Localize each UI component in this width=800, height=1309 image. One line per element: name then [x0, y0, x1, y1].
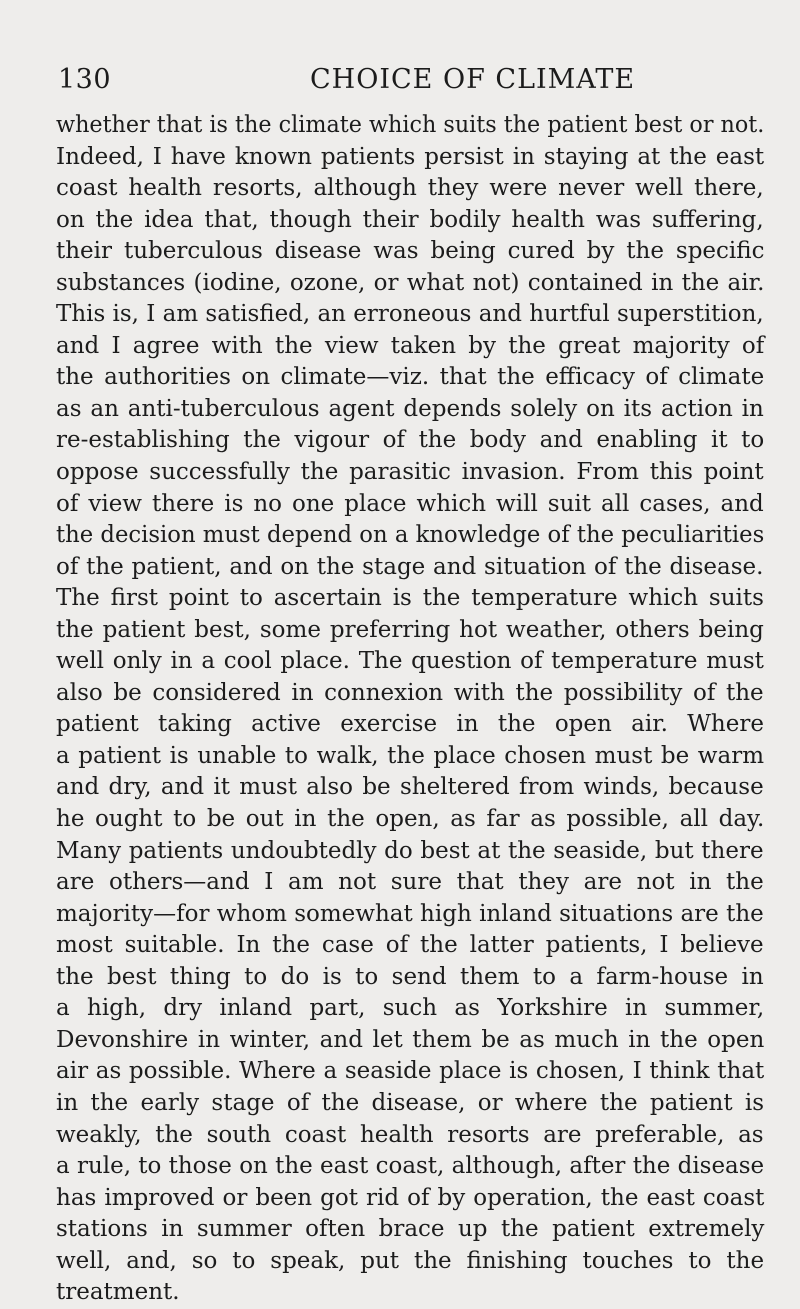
text-line: the authorities on climate—viz. that the efficacy of climate [56, 364, 765, 391]
text-line: Devonshire in winter, and let them be as much in the open [56, 1026, 765, 1053]
text-line: has improved or been got rid of by operation, the east coast [56, 1184, 765, 1211]
text-line: majority—for whom somewhat high inland situations are the [56, 900, 764, 927]
text-line: a patient is unable to walk, the place chosen must be warm [56, 742, 765, 769]
text-line: most suitable. In the case of the latter patients, I believe [56, 932, 764, 959]
body-paragraph [56, 110, 764, 1309]
text-line: whether that is the climate which suits the patient best or not. [56, 112, 765, 138]
text-line: of the patient, and on the stage and situation of the disease. [56, 553, 764, 580]
text-line: Many patients undoubtedly do best at the seaside, but there [56, 837, 764, 864]
text-line: well, and, so to speak, put the finishing touches to the [56, 1247, 765, 1274]
running-title: CHOICE OF CLIMATE [310, 64, 636, 95]
text-line: patient taking active exercise in the open air. Where [56, 711, 764, 738]
text-line: the decision must depend on a knowledge of the peculiarities [56, 522, 765, 549]
text-line: treatment. [56, 1279, 180, 1306]
text-line: well only in a cool place. The question of temperature must [56, 648, 764, 675]
text-line: on the idea that, though their bodily health was suffering, [56, 206, 764, 233]
text-line: stations in summer often brace up the patient extremely [56, 1216, 765, 1243]
text-line: re-establishing the vigour of the body and enabling it to [56, 427, 765, 454]
text-line: The first point to ascertain is the temperature which suits [56, 585, 764, 612]
text-line: the best thing to do is to send them to a farm-house in [56, 963, 764, 990]
text-line: the patient best, some preferring hot weather, others being [56, 616, 764, 643]
text-line: he ought to be out in the open, as far as possible, all day. [56, 806, 765, 833]
text-line: oppose successfully the parasitic invasion. From this point [56, 459, 764, 486]
text-line: air as possible. Where a seaside place is chosen, I think that [56, 1058, 765, 1085]
text-line: as an anti-tuberculous agent depends solely on its action in [56, 395, 764, 422]
text-line: are others—and I am not sure that they are not in the [56, 869, 764, 896]
text-line: a high, dry inland part, such as Yorkshire in summer, [56, 995, 765, 1022]
running-head [58, 64, 758, 104]
text-line: a rule, to those on the east coast, although, after the disease [56, 1153, 765, 1180]
text-line: substances (iodine, ozone, or what not) contained in the air. [56, 269, 765, 296]
text-line: and dry, and it must also be sheltered from winds, because [56, 774, 764, 801]
text-line: weakly, the south coast health resorts are preferable, as [56, 1121, 764, 1148]
page-number: 130 [58, 64, 112, 95]
text-line: of view there is no one place which will suit all cases, and [56, 490, 764, 517]
text-line: Indeed, I have known patients persist in staying at the east [56, 143, 765, 170]
text-line: and I agree with the view taken by the great majority of [56, 332, 765, 359]
text-line: also be considered in connexion with the possibility of the [56, 679, 764, 706]
text-line: coast health resorts, although they were never well there, [56, 175, 764, 202]
text-line: their tuberculous disease was being cured by the specific [56, 238, 765, 265]
text-line: This is, I am satisfied, an erroneous and hurtful superstition, [56, 301, 764, 328]
text-line: in the early stage of the disease, or where the patient is [56, 1089, 765, 1116]
